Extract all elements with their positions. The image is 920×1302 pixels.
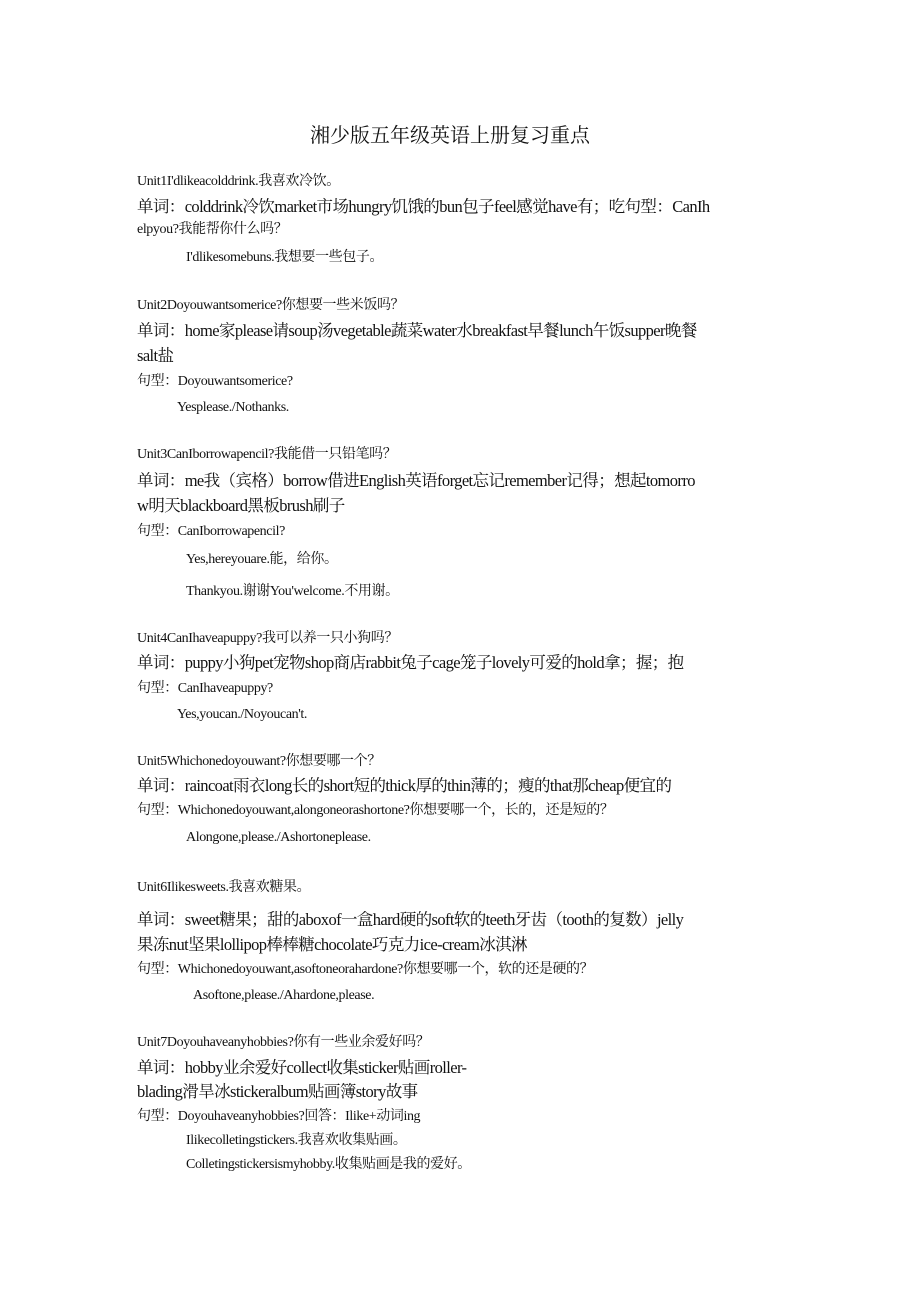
unit-heading: Unit2Doyouwantsomerice?你想要一些米饭吗？ xyxy=(137,298,405,313)
sentence-line: Thankyou.谢谢You'welcome.不用谢。 xyxy=(186,584,399,599)
sentence-line: Asoftone,please./Ahardone,please. xyxy=(193,988,375,1003)
sentence-line: 句型：CanIhaveapuppy? xyxy=(137,681,273,696)
vocab-line: 单词：puppy小狗pet宠物shop商店rabbit兔子cage笼子lovely可爱的hold拿；握；抱 xyxy=(137,653,684,672)
vocab-line: 单词：sweet糖果；甜的aboxof一盒hard硬的soft软的teeth牙齿（tooth的复数）jelly xyxy=(137,910,684,929)
unit-heading: Unit5Whichonedoyouwant?你想要哪一个？ xyxy=(137,754,381,769)
sentence-line: Yesplease./Nothanks. xyxy=(177,400,289,415)
sentence-line: 句型：CanIborrowapencil? xyxy=(137,524,285,539)
sentence-line: Ilikecolletingstickers.我喜欢收集贴画。 xyxy=(186,1133,407,1148)
vocab-line: 单词：hobby业余爱好collect收集sticker贴画roller- xyxy=(137,1058,467,1077)
sentence-line: Alongone,please./Ashortoneplease. xyxy=(186,830,371,845)
sentence-line: 句型：Doyouhaveanyhobbies?回答：Ilike+动词ing xyxy=(137,1109,421,1124)
sentence-line: I'dlikesomebuns.我想要一些包子。 xyxy=(186,250,384,265)
vocab-line: salt盐 xyxy=(137,346,174,365)
vocab-line: blading滑旱冰stickeralbum贴画簿story故事 xyxy=(137,1082,418,1101)
sentence-line: Colletingstickersismyhobby.收集贴画是我的爱好。 xyxy=(186,1157,471,1172)
vocab-line: 单词：home家please请soup汤vegetable蔬菜water水breakfast早餐lunch午饭supper晚餐 xyxy=(137,321,697,340)
unit-heading: Unit7Doyouhaveanyhobbies?你有一些业余爱好吗？ xyxy=(137,1035,430,1050)
vocab-line: 单词：me我（宾格）borrow借进English英语forget忘记remember记得；想起tomorro xyxy=(137,471,695,490)
sentence-line: 句型：Whichonedoyouwant,alongoneorashortone?你想要哪一个，长的，还是短的？ xyxy=(137,803,614,818)
sentence-line: Yes,hereyouare.能，给你。 xyxy=(186,552,338,567)
unit-heading: Unit1I'dlikeacolddrink.我喜欢冷饮。 xyxy=(137,174,340,189)
unit-heading: Unit4CanIhaveapuppy?我可以养一只小狗吗？ xyxy=(137,631,398,646)
sentence-line: 句型：Doyouwantsomerice? xyxy=(137,374,293,389)
vocab-line: elpyou?我能帮你什么吗？ xyxy=(137,222,288,237)
sentence-line: Yes,youcan./Noyoucan't. xyxy=(177,707,307,722)
vocab-line: 果冻nut坚果lollipop棒棒糖chocolate巧克力ice-cream冰淇淋 xyxy=(137,935,527,954)
sentence-line: 句型：Whichonedoyouwant,asoftoneorahardone?你想要哪一个，软的还是硬的？ xyxy=(137,962,594,977)
unit-heading: Unit6Ilikesweets.我喜欢糖果。 xyxy=(137,880,311,895)
vocab-line: w明天blackboard黑板brush刷子 xyxy=(137,496,345,515)
document-title: 湘少版五年级英语上册复习重点 xyxy=(310,125,590,147)
vocab-line: 单词：colddrink冷饮market市场hungry饥饿的bun包子feel感觉have有；吃句型：CanIh xyxy=(137,197,710,216)
unit-heading: Unit3CanIborrowapencil?我能借一只铅笔吗？ xyxy=(137,447,397,462)
vocab-line: 单词：raincoat雨衣long长的short短的thick厚的thin薄的；瘦的that那cheap便宜的 xyxy=(137,776,672,795)
